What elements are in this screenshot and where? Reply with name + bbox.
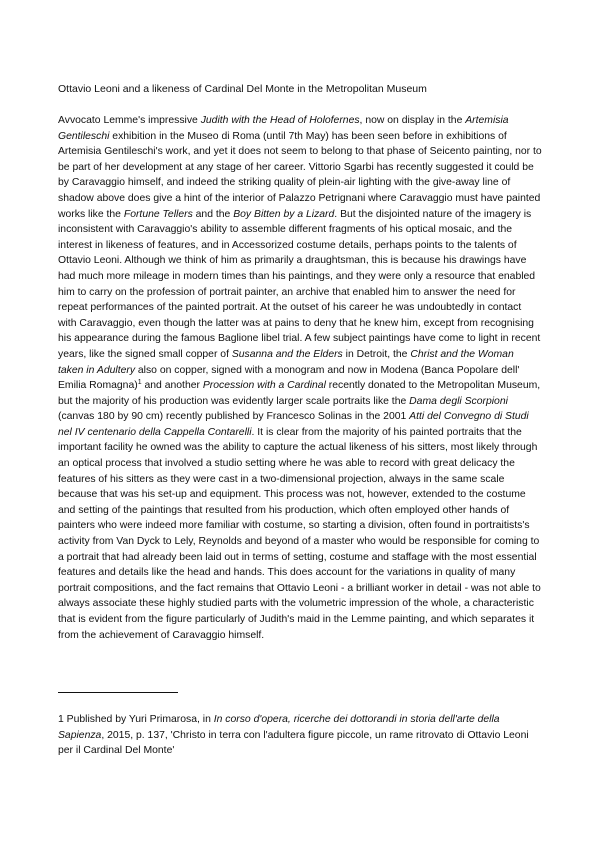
artwork-title: Boy Bitten by a Lizard (233, 208, 335, 220)
body-text-run: exhibition in the Museo di Roma (until 7th May) has been seen before in exhibitions of Artemisia Gentileschi's work, and yet it does not seem to belong to that phase of Seicento painting, nor to be part of her development at any stage of her career. Vittorio Sgarbi has recently suggested it could be by Caravaggio himself, and indeed the striking quality of plein-air lighting with the give-away line of shadow above does give a hint of the interior of Palazzo Petrignani where Caravaggio must have painted works like the (58, 130, 542, 220)
body-text-run: , now on display in the (359, 115, 466, 126)
artwork-title: Dama degli Scorpioni (409, 395, 508, 407)
publication-title: In corso d'opera, ricerche dei dottorandi in storia dell'arte della Sapienza (58, 714, 500, 741)
body-text-run: recently donated to the Metropolitan Museum, but the majority of his production was evidently larger scale portraits like the (58, 380, 541, 407)
body-text-run: and the (192, 208, 234, 220)
footnote-text-run: , 2015, p. 137, 'Christo in terra con l'adultera figure piccole, un rame ritrovato di Ottavio Leoni per il Cardinal Del Monte' (58, 729, 529, 757)
artwork-title: Susanna and the Elders (231, 348, 343, 360)
body-text-run: . It is clear from the majority of his painted portraits that the important facility he owned was the ability to capture the actual likeness of his sitters, most likely through an optical process that involved a studio setting where he was able to record with great delicacy the features of his sitters as they were cast in a two-dimensional projection, always in the same scale because that was his set-up and equipment. This process was not, however, extended to the costume and setting of the paintings that resulted from his production, which often employed other hands of painters who were indeed more familiar with costume, so starting a division, often found in portraitists's activity from Van Dyck to Lely, Reynolds and beyond of a master who would be responsible for coming to a portrait that had already been laid out in terms of setting, costume and staffage with the most essential features and details like the head and hands. This does account for the variations in quality of many portrait compositions, and the fact remains that Ottavio Leoni - a brilliant worker in detail - was not able to always associate these highly studied parts with the volumetric impression of the whole, a characteristic that is evident from the figure particularly of Judith's maid in the Lemme painting, and which separates it from the achievement of Caravaggio himself. (58, 426, 541, 641)
footnote (58, 712, 542, 759)
body-text-run: also on copper, signed with a monogram and now in Modena (Banca Popolare dell' Emilia Romagna) (58, 364, 520, 392)
page-title: Ottavio Leoni and a likeness of Cardinal Del Monte in the Metropolitan Museum (58, 83, 427, 95)
body-text-run: and another (141, 380, 203, 392)
footnote-text-run: 1 Published by Yuri Primarosa, in (58, 714, 214, 725)
exhibition-title: Artemisia Gentileschi (58, 115, 509, 142)
body-text-run: in Detroit, the (342, 348, 411, 360)
artwork-title: Christ and the Woman taken in Adultery (58, 348, 514, 376)
footnote-reference[interactable]: 1 (137, 379, 142, 387)
body-paragraph (58, 113, 542, 643)
artwork-title: Procession with a Cardinal (202, 380, 326, 392)
footnote-separator (58, 692, 178, 693)
body-text-run: . But the disjointed nature of the imagery is inconsistent with Caravaggio's ability to assemble different fragments of his optical mosaic, and the interest in likeness of features, and in Accessorized costume details, perhaps points to the talents of Ottavio Leoni. Although we think of him as primarily a draughtsman, this is because his drawings have had much more mileage in modern times than his paintings, and they were only a resource that enabled him to carry on the profession of portrait painter, an archive that enabled him to answer the need for repeat performances of the painted portrait. At the outset of his career he was undoubtedly in contact with Caravaggio, even though the latter was at pains to deny that he knew him, except from recognising his appearance during the famous Baglione libel trial. A few subject paintings have come to light in recent years, like the signed small copper of (58, 208, 541, 360)
artwork-title: Judith with the Head of Holofernes (200, 115, 360, 126)
body-text-run: Avvocato Lemme's impressive (58, 115, 201, 126)
publication-title: Atti del Convegno di Studi nel IV centenario della Cappella Contarelli (58, 411, 529, 438)
body-text-run: (canvas 180 by 90 cm) recently published by Francesco Solinas in the 2001 (58, 411, 410, 423)
artwork-title: Fortune Tellers (123, 208, 193, 220)
